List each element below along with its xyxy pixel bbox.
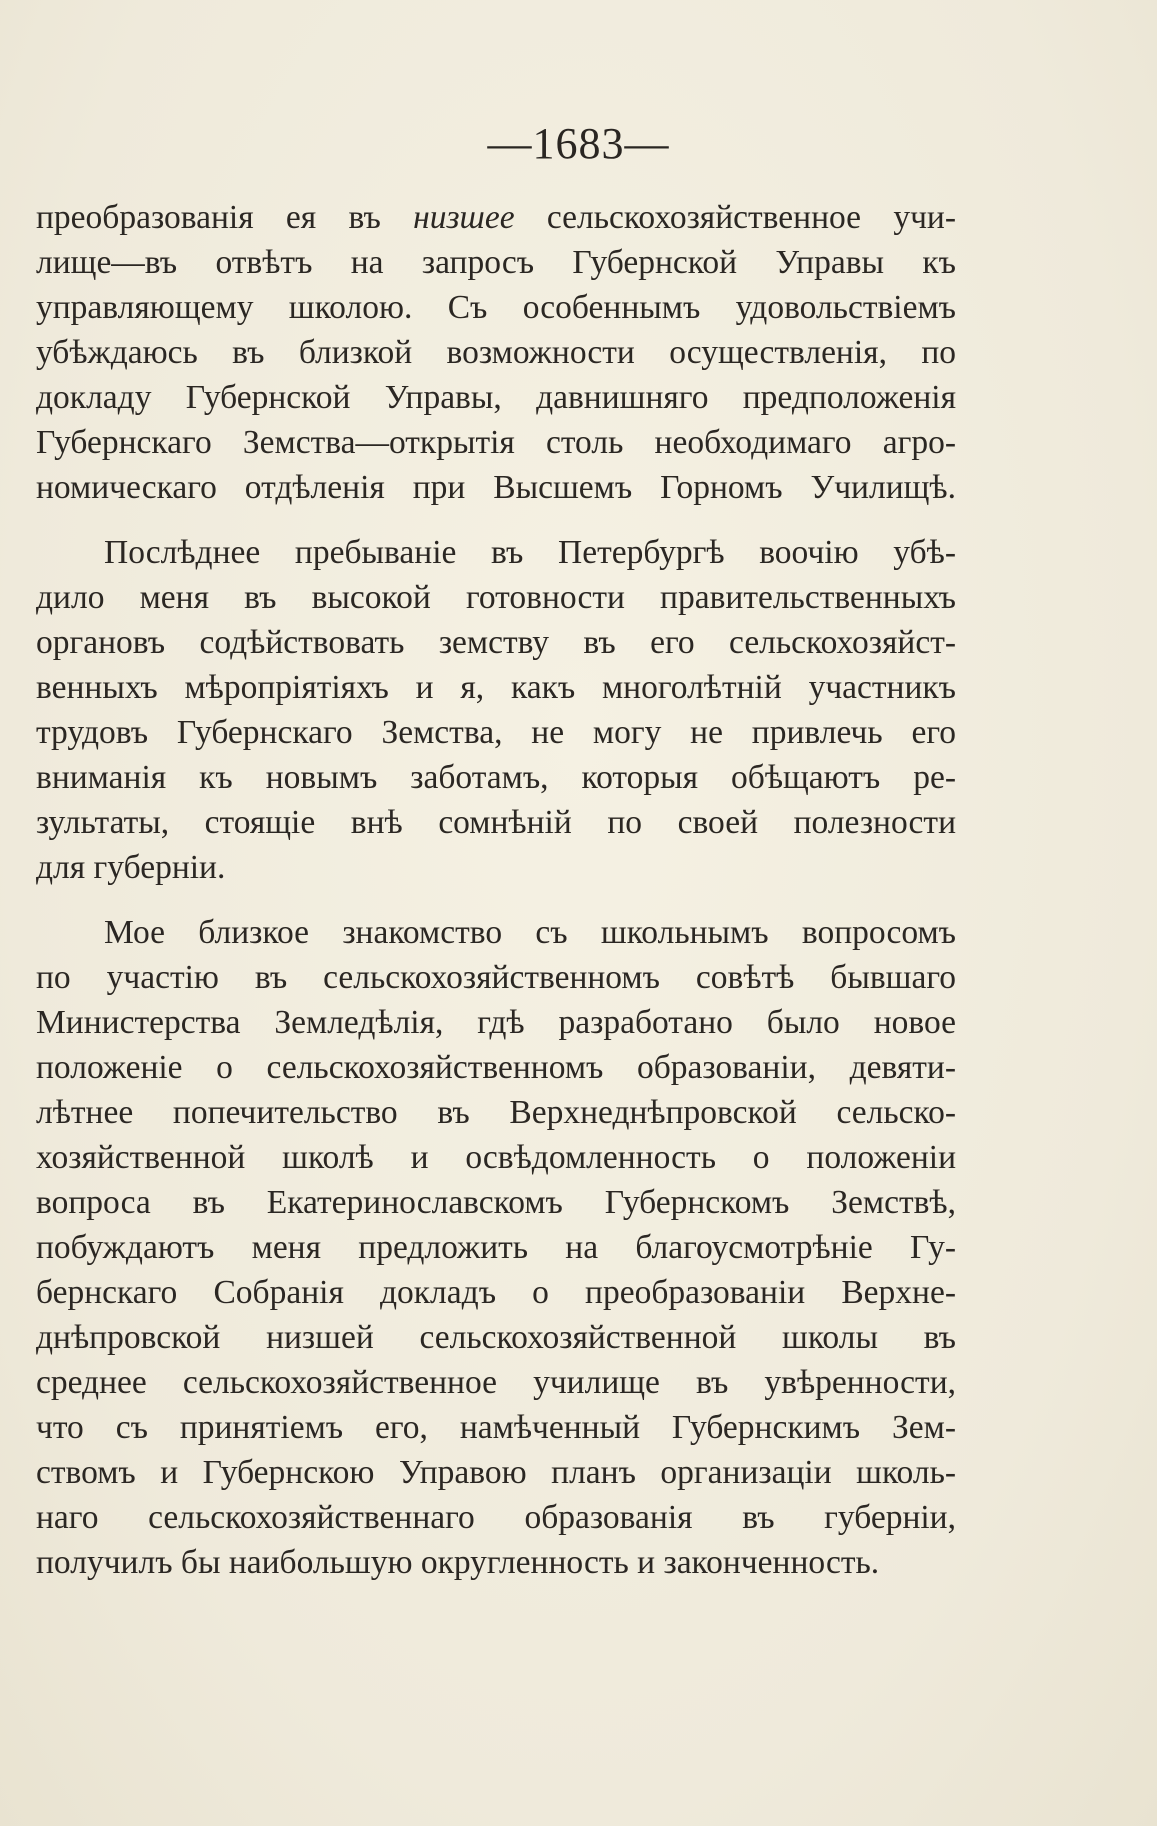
text-line: Послѣднее пребываніе въ Петербургѣ воочію убѣ- xyxy=(104,534,956,571)
text-line: положеніе о сельскохозяйственномъ образованіи, девяти- xyxy=(36,1049,956,1086)
text-line: побуждаютъ меня предложить на благоусмотрѣніе Гу- xyxy=(36,1229,956,1266)
text-line: среднее сельскохозяйственное училище въ увѣренности, xyxy=(36,1364,956,1401)
emphasis-word: низшее xyxy=(413,199,515,236)
text-line: днѣпровской низшей сельскохозяйственной школы въ xyxy=(36,1319,956,1356)
text-line: Министерства Земледѣлія, гдѣ разработано было новое xyxy=(36,1004,956,1041)
text-line: органовъ содѣйствовать земству въ его сельскохозяйст- xyxy=(36,624,956,661)
text-line: по участію въ сельскохозяйственномъ совѣтѣ бывшаго xyxy=(36,959,956,996)
text-line: Мое близкое знакомство съ школьнымъ вопросомъ xyxy=(104,914,956,951)
text-line: венныхъ мѣропріятіяхъ и я, какъ многолѣтній участникъ xyxy=(36,669,956,706)
text-line: для губерніи. xyxy=(36,849,226,886)
text-line: наго сельскохозяйственнаго образованія въ губерніи, xyxy=(36,1499,956,1536)
text-line: что съ принятіемъ его, намѣченный Губернскимъ Зем- xyxy=(36,1409,956,1446)
text-line: лище—въ отвѣтъ на запросъ Губернской Управы къ xyxy=(36,244,956,281)
text-line: преобразованія ея въ низшее сельскохозяйственное учи- xyxy=(36,199,956,236)
paragraph-1 xyxy=(36,195,956,510)
text-line: хозяйственной школѣ и освѣдомленность о положеніи xyxy=(36,1139,956,1176)
paragraph-3 xyxy=(36,910,956,1585)
text-line: убѣждаюсь въ близкой возможности осуществленія, по xyxy=(36,334,956,371)
text-line: вопроса въ Екатеринославскомъ Губернскомъ Земствѣ, xyxy=(36,1184,956,1221)
text-line: вниманія къ новымъ заботамъ, которыя обѣщаютъ ре- xyxy=(36,759,956,796)
text-line: зультаты, стоящіе внѣ сомнѣній по своей полезности xyxy=(36,804,956,841)
text-line: номическаго отдѣленія при Высшемъ Горномъ Училищѣ. xyxy=(36,469,956,506)
text-line: ствомъ и Губернскою Управою планъ организаціи школь- xyxy=(36,1454,956,1491)
paragraph-2 xyxy=(36,530,956,890)
text-line: Губернскаго Земства—открытія столь необходимаго агро- xyxy=(36,424,956,461)
text-line: дило меня въ высокой готовности правительственныхъ xyxy=(36,579,956,616)
text-line: трудовъ Губернскаго Земства, не могу не привлечь его xyxy=(36,714,956,751)
text-line: получилъ бы наибольшую округленность и законченность. xyxy=(36,1544,880,1581)
text-line: докладу Губернской Управы, давнишняго предположенія xyxy=(36,379,956,416)
text-line: бернскаго Собранія докладъ о преобразованіи Верхне- xyxy=(36,1274,956,1311)
page-number: —1683— xyxy=(487,119,670,168)
text-line: управляющему школою. Съ особеннымъ удовольствіемъ xyxy=(36,289,956,326)
text-line: лѣтнее попечительство въ Верхнеднѣпровской сельско- xyxy=(36,1094,956,1131)
